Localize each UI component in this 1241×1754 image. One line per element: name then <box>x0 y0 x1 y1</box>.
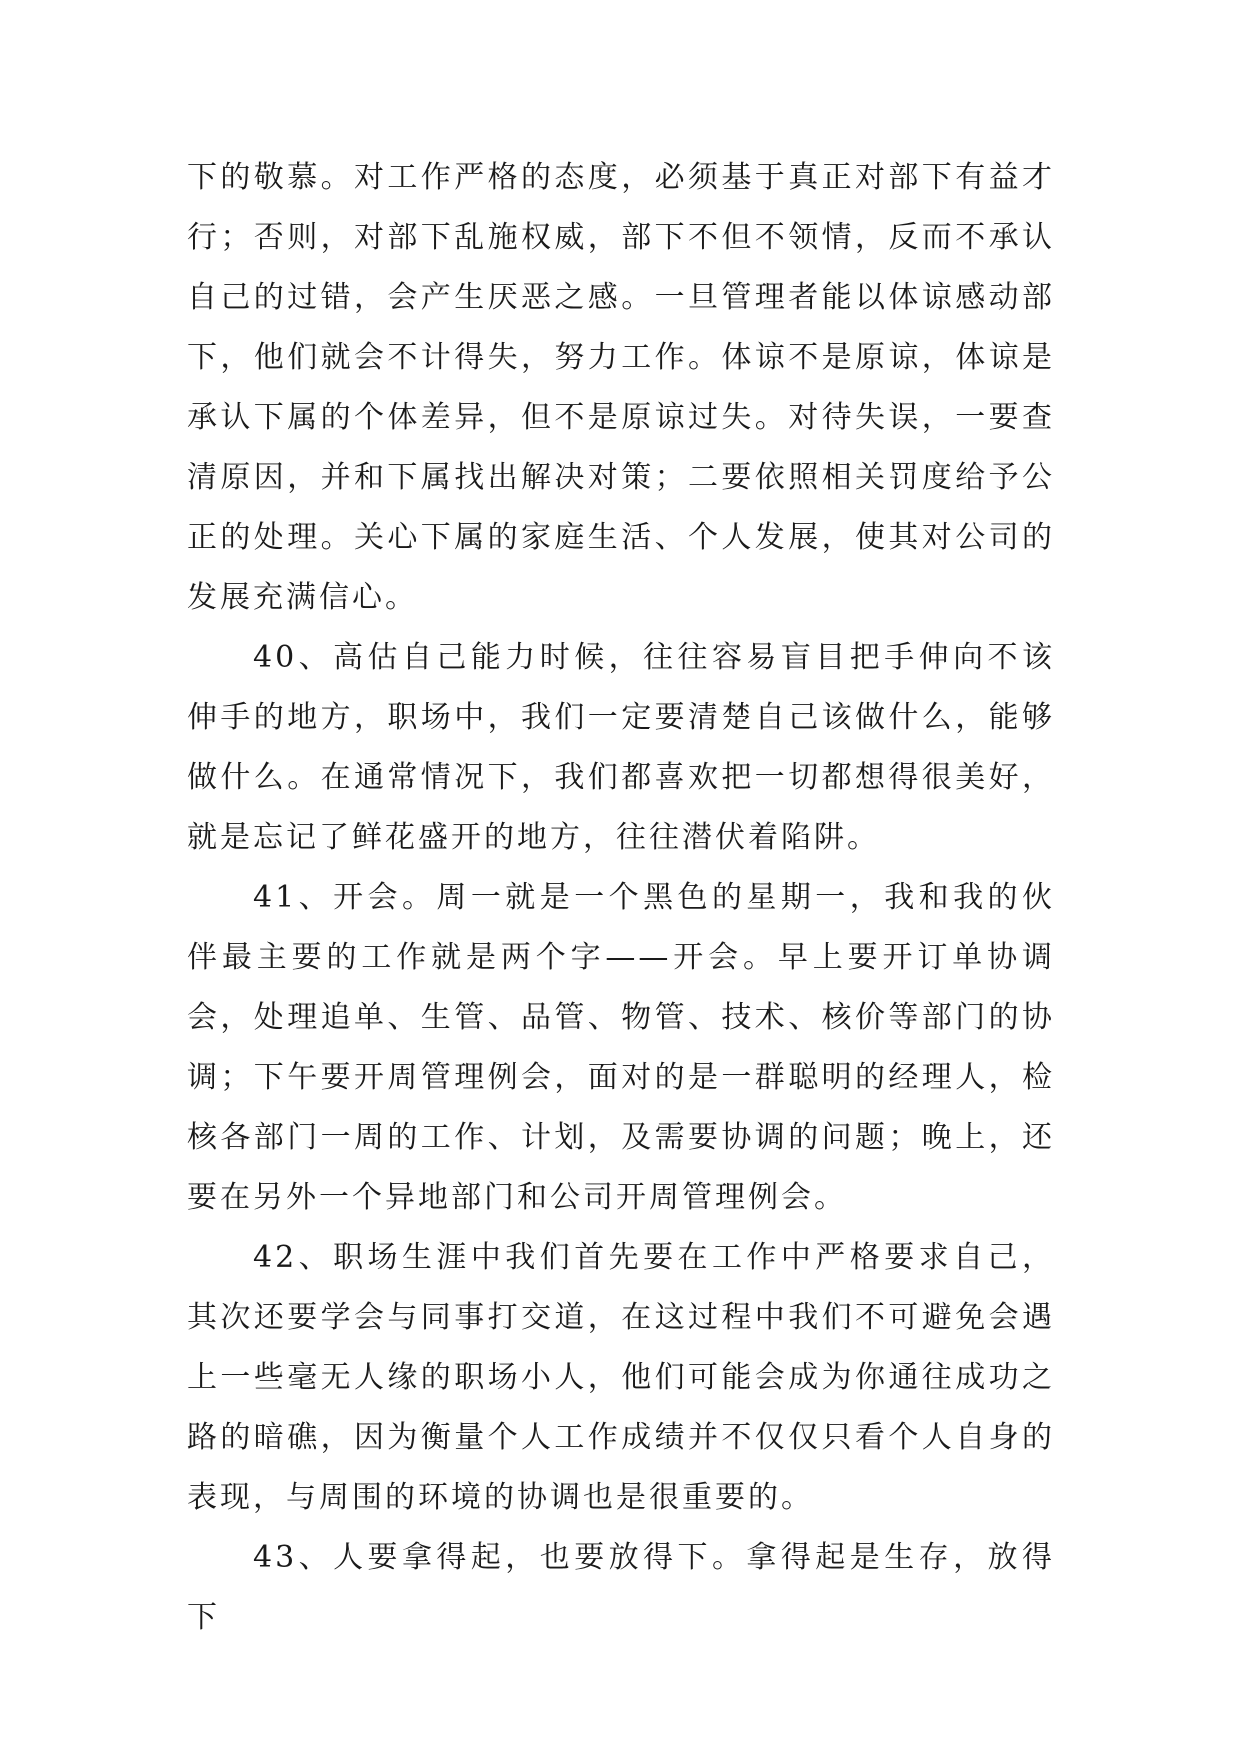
paragraph-continued: 下的敬慕。对工作严格的态度，必须基于真正对部下有益才行；否则，对部下乱施权威，部下不但不领情，反而不承认自己的过错，会产生厌恶之感。一旦管理者能以体谅感动部下，他们就会不计得失，努力工作。体谅不是原谅，体谅是承认下属的个体差异，但不是原谅过失。对待失误，一要查清原因，并和下属找出解决对策；二要依照相关罚度给予公正的处理。关心下属的家庭生活、个人发展，使其对公司的发展充满信心。 <box>187 160 1055 615</box>
paragraph-40: 40、高估自己能力时候，往往容易盲目把手伸向不该伸手的地方，职场中，我们一定要清楚自己该做什么，能够做什么。在通常情况下，我们都喜欢把一切都想得很美好，就是忘记了鲜花盛开的地方，往往潜伏着陷阱。 <box>187 640 1055 855</box>
paragraph-43: 43、人要拿得起，也要放得下。拿得起是生存，放得下 <box>187 1540 1055 1635</box>
paragraph-42: 42、职场生涯中我们首先要在工作中严格要求自己，其次还要学会与同事打交道，在这过程中我们不可避免会遇上一些毫无人缘的职场小人，他们可能会成为你通往成功之路的暗礁，因为衡量个人工作成绩并不仅仅只看个人自身的表现，与周围的环境的协调也是很重要的。 <box>187 1240 1055 1515</box>
paragraph-41: 41、开会。周一就是一个黑色的星期一，我和我的伙伴最主要的工作就是两个字——开会。早上要开订单协调会，处理追单、生管、品管、物管、技术、核价等部门的协调；下午要开周管理例会，面对的是一群聪明的经理人，检核各部门一周的工作、计划，及需要协调的问题；晚上，还要在另外一个异地部门和公司开周管理例会。 <box>187 880 1055 1215</box>
document-body <box>187 148 1055 1648</box>
